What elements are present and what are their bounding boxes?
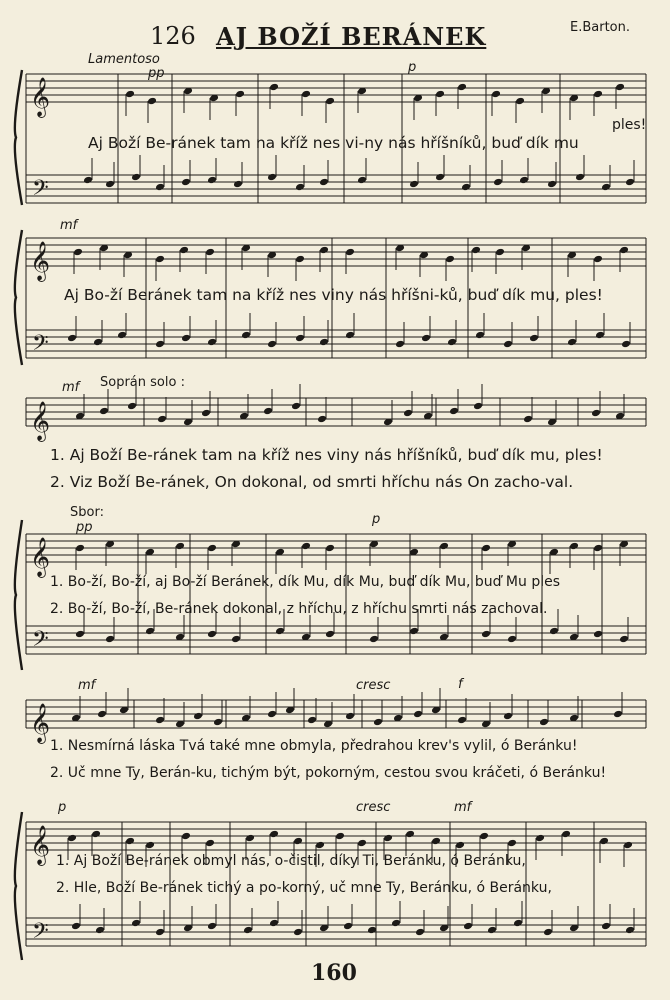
note-head xyxy=(71,922,81,931)
note-head xyxy=(75,544,85,553)
note-head xyxy=(591,409,601,418)
note-head xyxy=(455,841,465,850)
note-head xyxy=(181,334,191,343)
note-head xyxy=(343,922,353,931)
note-head xyxy=(595,331,605,340)
note-head xyxy=(207,176,217,185)
lyric-verse-1: 1. Aj Boží Be-ránek obmyl nás, o-čistil, díky Ti, Beránku, ó Beránku, xyxy=(56,853,526,869)
note-head xyxy=(235,90,245,99)
note-head xyxy=(301,90,311,99)
note-head xyxy=(105,180,115,189)
note-head xyxy=(357,176,367,185)
note-head xyxy=(157,415,167,424)
note-head xyxy=(473,402,483,411)
note-head xyxy=(207,338,217,347)
note-head xyxy=(335,832,345,841)
note-head xyxy=(491,90,501,99)
note-head xyxy=(519,176,529,185)
note-head xyxy=(263,407,273,416)
note-head xyxy=(73,248,83,257)
note-head xyxy=(395,340,405,349)
note-head xyxy=(233,180,243,189)
note-head xyxy=(93,338,103,347)
note-head xyxy=(95,926,105,935)
note-head xyxy=(561,830,571,839)
dynamic-mark: mf xyxy=(62,380,80,395)
note-head xyxy=(181,832,191,841)
note-head xyxy=(539,718,549,727)
note-head xyxy=(547,180,557,189)
note-head xyxy=(295,255,305,264)
note-head xyxy=(593,544,603,553)
note-head xyxy=(97,710,107,719)
note-head xyxy=(99,407,109,416)
note-head xyxy=(179,246,189,255)
note-head xyxy=(131,919,141,928)
note-head xyxy=(575,173,585,182)
section-label: Sbor: xyxy=(70,505,104,520)
note-head xyxy=(293,928,303,937)
note-head xyxy=(267,173,277,182)
note-head xyxy=(413,710,423,719)
note-head xyxy=(117,331,127,340)
note-head xyxy=(593,255,603,264)
note-head xyxy=(507,839,517,848)
note-head xyxy=(295,183,305,192)
note-head xyxy=(457,83,467,92)
note-head xyxy=(463,922,473,931)
lyric-verse-1: 1. Aj Boží Be-ránek tam na kříž nes viny nás hříšníků, buď dík mu, ples! xyxy=(50,446,603,464)
lyric-line-end: ples! xyxy=(612,117,647,133)
note-head xyxy=(439,542,449,551)
note-head xyxy=(409,627,419,636)
note-head xyxy=(131,173,141,182)
note-head xyxy=(319,338,329,347)
section-label: Soprán solo : xyxy=(100,375,185,390)
note-head xyxy=(431,837,441,846)
note-head xyxy=(315,841,325,850)
note-head xyxy=(213,718,223,727)
note-head xyxy=(67,834,77,843)
lyric-verse-2: 2. Uč mne Ty, Berán-ku, tichým být, pokorným, cestou svou kráčeti, ó Beránku! xyxy=(50,765,607,781)
note-head xyxy=(67,334,77,343)
note-head xyxy=(345,248,355,257)
note-head xyxy=(435,90,445,99)
note-head xyxy=(293,837,303,846)
note-head xyxy=(625,926,635,935)
dynamic-mark: mf xyxy=(78,678,96,693)
lyric-line: Aj Bo-ží Beránek tam na kříž nes viny nás hříšni-ků, buď dík mu, ples! xyxy=(64,286,603,304)
system-brace xyxy=(15,520,22,670)
treble-clef: 𝄞 xyxy=(30,537,51,577)
note-head xyxy=(127,402,137,411)
note-head xyxy=(543,928,553,937)
note-head xyxy=(269,830,279,839)
note-head xyxy=(147,97,157,106)
note-head xyxy=(421,334,431,343)
note-head xyxy=(513,919,523,928)
note-head xyxy=(369,635,379,644)
note-head xyxy=(207,544,217,553)
dynamic-mark: mf xyxy=(454,800,472,815)
note-head xyxy=(493,178,503,187)
note-head xyxy=(569,542,579,551)
note-head xyxy=(403,409,413,418)
bass-clef: 𝄢 xyxy=(32,627,49,657)
note-head xyxy=(241,331,251,340)
note-head xyxy=(475,331,485,340)
note-head xyxy=(457,716,467,725)
system-brace xyxy=(15,70,22,205)
note-head xyxy=(601,922,611,931)
dynamic-mark: cresc xyxy=(356,678,391,693)
note-head xyxy=(175,542,185,551)
note-head xyxy=(535,834,545,843)
lyric-verse-1: 1. Bo-ží, Bo-ží, aj Bo-ží Beránek, dík Mu, dík Mu, buď dík Mu, buď Mu ples xyxy=(50,574,561,590)
note-head xyxy=(373,718,383,727)
note-head xyxy=(207,630,217,639)
note-head xyxy=(319,246,329,255)
composer-name: E.Barton. xyxy=(570,20,630,35)
note-head xyxy=(275,627,285,636)
lyric-line: Aj Boží Be-ránek tam na kříž nes vi-ny nás hříšníků, buď dík mu xyxy=(88,134,579,152)
bass-clef: 𝄢 xyxy=(32,331,49,361)
note-head xyxy=(345,712,355,721)
note-head xyxy=(267,710,277,719)
note-head xyxy=(479,832,489,841)
note-head xyxy=(155,255,165,264)
note-head xyxy=(529,334,539,343)
note-head xyxy=(503,340,513,349)
note-head xyxy=(599,837,609,846)
lyric-verse-2: 2. Hle, Boží Be-ránek tichý a po-korný, uč mne Ty, Beránku, ó Beránku, xyxy=(56,880,552,896)
note-head xyxy=(345,331,355,340)
note-head xyxy=(155,340,165,349)
note-head xyxy=(295,334,305,343)
song-title: AJ BOŽÍ BERÁNEK xyxy=(216,22,487,51)
note-head xyxy=(145,627,155,636)
note-head xyxy=(243,926,253,935)
note-head xyxy=(549,627,559,636)
note-head xyxy=(471,246,481,255)
treble-clef: 𝄞 xyxy=(30,77,51,117)
note-head xyxy=(567,338,577,347)
dynamic-mark: mf xyxy=(60,218,78,233)
note-head xyxy=(269,83,279,92)
note-head xyxy=(621,340,631,349)
note-head xyxy=(207,922,217,931)
bass-clef: 𝄢 xyxy=(32,919,49,949)
note-head xyxy=(155,928,165,937)
bass-clef: 𝄢 xyxy=(32,176,49,206)
note-head xyxy=(325,97,335,106)
tempo-mark: Lamentoso xyxy=(88,52,160,67)
note-head xyxy=(91,830,101,839)
lyric-verse-2: 2. Viz Boží Be-ránek, On dokonal, od smrti hříchu nás On zacho-val. xyxy=(50,473,574,491)
note-head xyxy=(105,635,115,644)
lyric-verse-2: 2. Bo-ží, Bo-ží, Be-ránek dokonal, z hříchu, z hříchu smrti nás zachoval. xyxy=(50,601,548,617)
note-head xyxy=(125,837,135,846)
note-head xyxy=(445,255,455,264)
note-head xyxy=(625,178,635,187)
note-head xyxy=(317,415,327,424)
note-head xyxy=(481,630,491,639)
dynamic-mark: p xyxy=(58,800,67,815)
note-head xyxy=(367,926,377,935)
note-head xyxy=(613,710,623,719)
dynamic-mark: pp xyxy=(148,66,165,81)
note-head xyxy=(515,97,525,106)
note-head xyxy=(181,178,191,187)
note-head xyxy=(245,834,255,843)
note-head xyxy=(83,176,93,185)
note-head xyxy=(435,173,445,182)
lyric-verse-1: 1. Nesmírná láska Tvá také mne obmyla, předrahou krev's vylil, ó Beránku! xyxy=(50,738,578,754)
note-head xyxy=(523,415,533,424)
note-head xyxy=(383,834,393,843)
note-head xyxy=(75,630,85,639)
note-head xyxy=(409,180,419,189)
dynamic-mark: f xyxy=(458,677,463,692)
note-head xyxy=(619,635,629,644)
dynamic-mark: p xyxy=(408,60,417,75)
note-head xyxy=(593,90,603,99)
note-head xyxy=(623,841,633,850)
note-head xyxy=(319,178,329,187)
dynamic-mark: pp xyxy=(76,520,93,535)
note-head xyxy=(405,830,415,839)
treble-clef: 𝄞 xyxy=(30,825,51,865)
note-head xyxy=(495,248,505,257)
note-head xyxy=(325,630,335,639)
note-head xyxy=(481,544,491,553)
note-head xyxy=(125,90,135,99)
note-head xyxy=(503,712,513,721)
note-head xyxy=(357,839,367,848)
note-head xyxy=(619,246,629,255)
treble-clef: 𝄞 xyxy=(30,401,51,441)
note-head xyxy=(307,716,317,725)
note-head xyxy=(449,407,459,416)
note-head xyxy=(205,248,215,257)
note-head xyxy=(201,409,211,418)
note-head xyxy=(205,839,215,848)
note-head xyxy=(507,635,517,644)
hymn-number: 126 xyxy=(150,22,196,50)
note-head xyxy=(325,544,335,553)
note-head xyxy=(447,338,457,347)
note-head xyxy=(155,716,165,725)
note-head xyxy=(391,919,401,928)
dynamic-mark: p xyxy=(372,512,381,527)
system-brace xyxy=(15,230,22,365)
treble-clef: 𝄞 xyxy=(30,241,51,281)
note-head xyxy=(601,183,611,192)
note-head xyxy=(291,402,301,411)
note-head xyxy=(267,340,277,349)
note-head xyxy=(593,630,603,639)
note-head xyxy=(193,712,203,721)
system-brace xyxy=(15,812,22,960)
page-number: 160 xyxy=(311,960,357,986)
note-head xyxy=(487,926,497,935)
note-head xyxy=(231,635,241,644)
dynamic-mark: cresc xyxy=(356,800,391,815)
note-head xyxy=(155,183,165,192)
note-head xyxy=(269,919,279,928)
note-head xyxy=(615,83,625,92)
note-head xyxy=(415,928,425,937)
note-head xyxy=(301,542,311,551)
note-head xyxy=(461,183,471,192)
treble-clef: 𝄞 xyxy=(30,703,51,743)
note-head xyxy=(145,841,155,850)
